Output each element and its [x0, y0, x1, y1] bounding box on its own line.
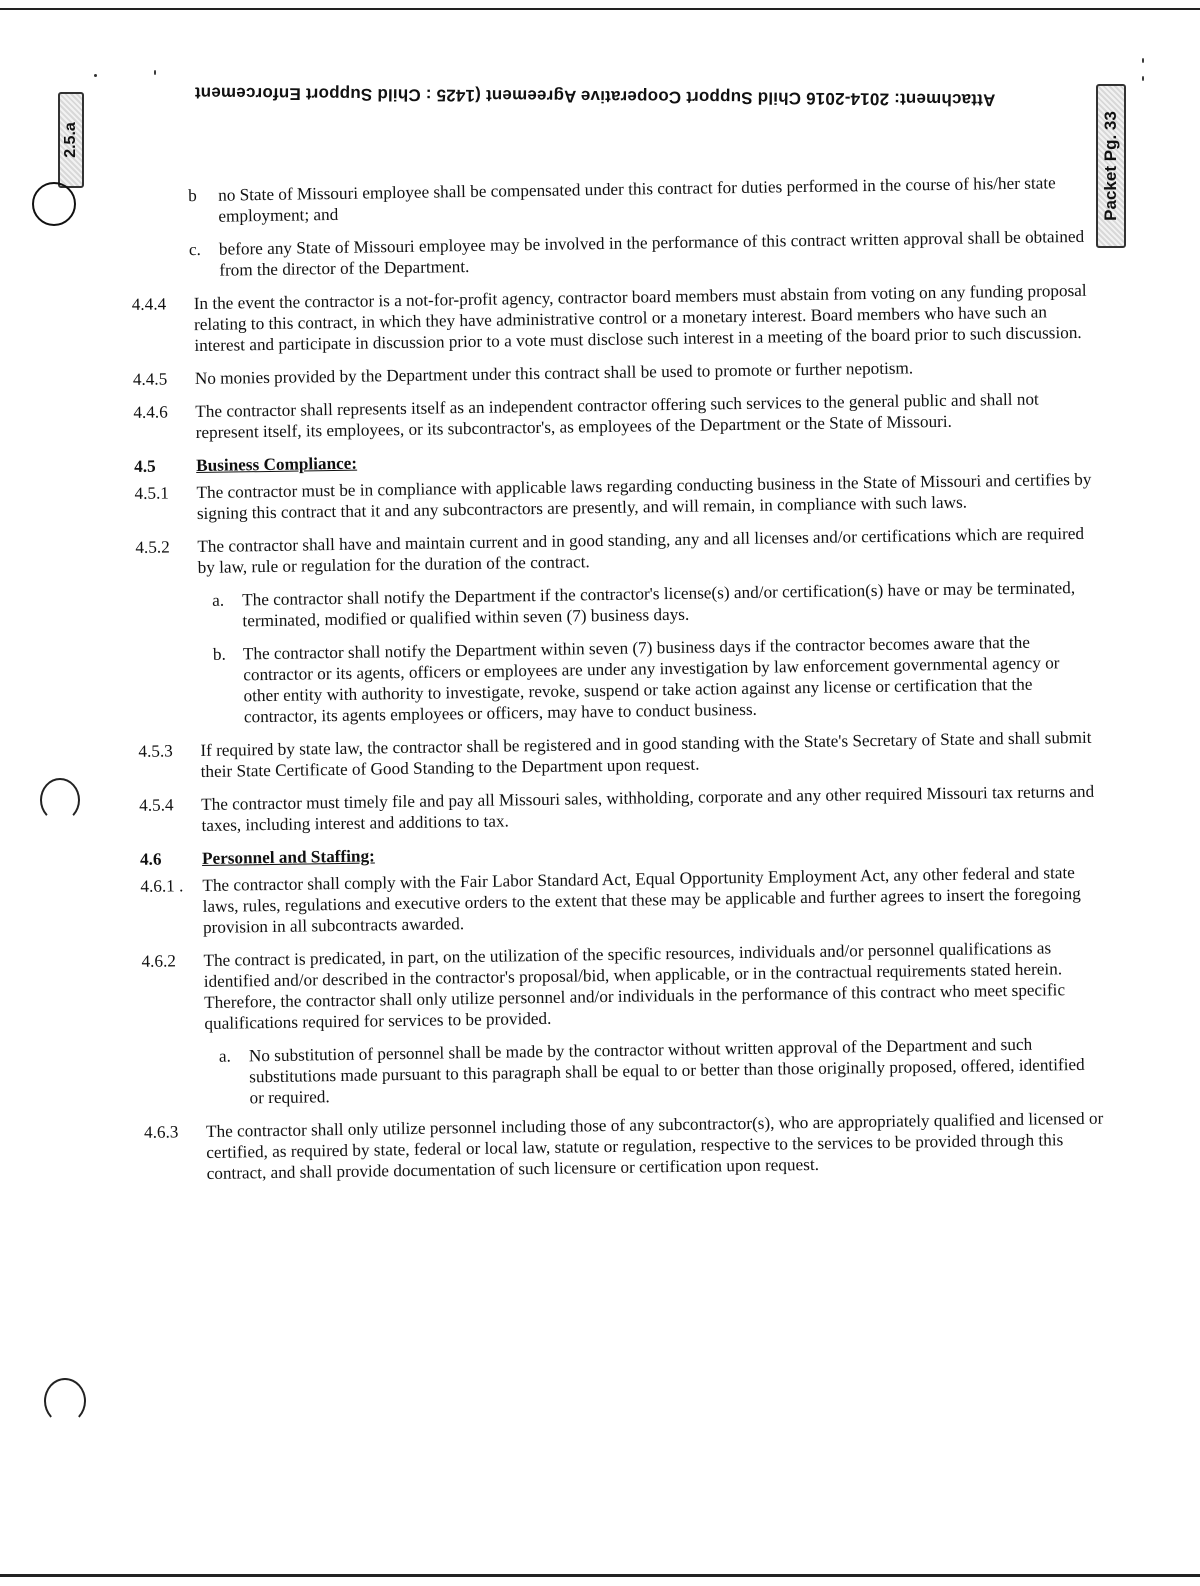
- clause-number: 4.5.2: [135, 537, 170, 557]
- clause-number: b.: [212, 644, 226, 664]
- clause-number: 4.4.5: [132, 369, 168, 389]
- clause-4-5-2-a: [136, 577, 1097, 633]
- punch-hole-icon: [40, 778, 80, 822]
- punch-hole-icon: [44, 1378, 86, 1424]
- clause-number: a.: [212, 590, 225, 610]
- clause-number: 4.5.4: [139, 795, 174, 815]
- clause-text: No monies provided by the Department under this contract shall be used to promote or further nepotism.: [194, 358, 914, 389]
- clause-text: If required by state law, the contractor shall be registered and in good standing with the State's Secretary of State and shall submit their State Certificate of Good Standing to the Department upon request.: [200, 727, 1092, 782]
- clause-4-4-6: [133, 388, 1094, 444]
- clause-text: The contract is predicated, in part, on the utilization of the specific resources, individuals and/or personnel qualifications as identified and/or described in the contractor's proposal/bid, when applicable, or in the contractual requirements stated herein. Therefore, the contractor shall only utilize personnel and/or individuals in the performance of this contract who meet specific qualifications required for services to be provided.: [203, 938, 1066, 1033]
- clause-text: The contractor shall only utilize personnel including those of any subcontractor(s), who are appropriately qualified and licensed or certified, as required by state, federal or local law, statute or regulation, respective to the services to be provided through this contract, and shall provide documentation of such licensure or certification upon request.: [205, 1108, 1104, 1183]
- clause-4-5-2-b: [137, 631, 1098, 729]
- clause-4-6-2-a: [143, 1033, 1104, 1110]
- section-number: 4.6: [139, 849, 162, 869]
- clause-4-4-5: [133, 355, 1093, 390]
- clause-4-5-2: [135, 523, 1096, 579]
- clause-text: The contractor shall notify the Department within seven (7) business days if the contractor becomes aware that the contractor or its agents, officers or employees are under any investigation by law enforcement governmental agency or other entity with authority to investigate, revoke, suspend or take action against any license or certification that the contractor, its agents employees or officers, may have to conduct business.: [242, 632, 1060, 727]
- clause-number: a.: [218, 1046, 231, 1066]
- clause-4-6-2: [141, 937, 1102, 1035]
- punch-hole-icon: [32, 182, 76, 226]
- clause-text: The contractor shall represents itself as an independent contractor offering such services to the general public and shall not represent itself, its employees, or its subcontractor's, as employees of the Department or the State of Missouri.: [195, 389, 1039, 443]
- clause-text: The contractor must timely file and pay all Missouri sales, withholding, corporate and any other required Missouri tax returns and taxes, including interest and additions to tax.: [201, 781, 1095, 836]
- clause-4-5-4: [139, 781, 1100, 837]
- clause-number: b: [188, 186, 197, 206]
- attachment-header: Attachment: 2014-2016 Child Support Cooperative Agreement (1425 : Child Support Enforcement: [194, 83, 996, 110]
- clause-number: 4.4.6: [133, 402, 168, 422]
- section-title: Personnel and Staffing:: [201, 846, 375, 869]
- scan-speck: [154, 70, 156, 75]
- clause-number: 4.4.4: [131, 294, 167, 314]
- clause-text: The contractor must be in compliance with applicable laws regarding conducting business in the State of Missouri and certifies by signing this contract that it and any subcontractors are presently, and will remain, in compliance with such laws.: [196, 469, 1092, 524]
- section-number: 4.5: [134, 456, 156, 476]
- clause-number: c.: [188, 239, 202, 260]
- document-body: [130, 172, 1105, 1197]
- item-tag-badge: [58, 92, 84, 188]
- section-title: Business Compliance:: [196, 453, 358, 476]
- scan-edge-top: [0, 8, 1200, 10]
- packet-page-badge: [1096, 84, 1126, 248]
- item-tag-label: 2.5.a: [62, 122, 79, 158]
- clause-4-5-3: [138, 727, 1099, 783]
- clause-number: 4.6.1 .: [140, 876, 184, 896]
- clause-number: 4.5.1: [134, 483, 170, 503]
- packet-page-label: Packet Pg. 33: [1101, 111, 1120, 221]
- scan-speck: [1142, 58, 1144, 63]
- clause-text: The contractor shall notify the Department if the contractor's license(s) and/or certification(s) have or may be terminated, terminated, modified or qualified within seven (7) business days.: [242, 578, 1076, 631]
- clause-number: 4.6.2: [141, 951, 177, 971]
- clause-text: no State of Missouri employee shall be compensated under this contract for duties performed in the course of his/her state employment; and: [218, 173, 1056, 226]
- scan-speck: [1142, 76, 1144, 81]
- clause-c: [131, 226, 1092, 282]
- clause-b: [130, 172, 1091, 228]
- clause-number: 4.5.3: [138, 741, 173, 761]
- clause-text: The contractor shall comply with the Fair Labor Standard Act, Equal Opportunity Employment Act, any other federal and state laws, rules, regulations and executive orders to the extent that these may be applicable and further agrees to insert the foregoing provision in all subcontracts awarded.: [202, 863, 1081, 937]
- scan-speck: [94, 74, 97, 77]
- clause-number: 4.6.3: [143, 1122, 179, 1142]
- clause-text: No substitution of personnel shall be made by the contractor without written approval of the Department and such substitutions made pursuant to this paragraph shall be equal to or better than those originally proposed, offered, identified or required.: [248, 1034, 1085, 1108]
- clause-4-6-1: [140, 862, 1101, 939]
- clause-4-4-4: [132, 280, 1093, 357]
- clause-4-5-1: [134, 469, 1095, 525]
- scan-edge-bottom: [0, 1574, 1200, 1577]
- clause-text: The contractor shall have and maintain current and in good standing, any and all licenses and/or certifications which are required by law, rule or regulation for the duration of the contract.: [197, 523, 1085, 578]
- clause-4-6-3: [144, 1108, 1105, 1185]
- clause-text: In the event the contractor is a not-for-profit agency, contractor board members must abstain from voting on any funding proposal relating to this contract, in which they have administrative control or a monetary interest. Board members who have such an interest and participate in discussion prior to a vote must disclose such interest in a meeting of the board prior to such discussion.: [193, 280, 1087, 356]
- clause-text: before any State of Missouri employee may be involved in the performance of this contract written approval shall be obtained from the director of the Department.: [218, 226, 1085, 280]
